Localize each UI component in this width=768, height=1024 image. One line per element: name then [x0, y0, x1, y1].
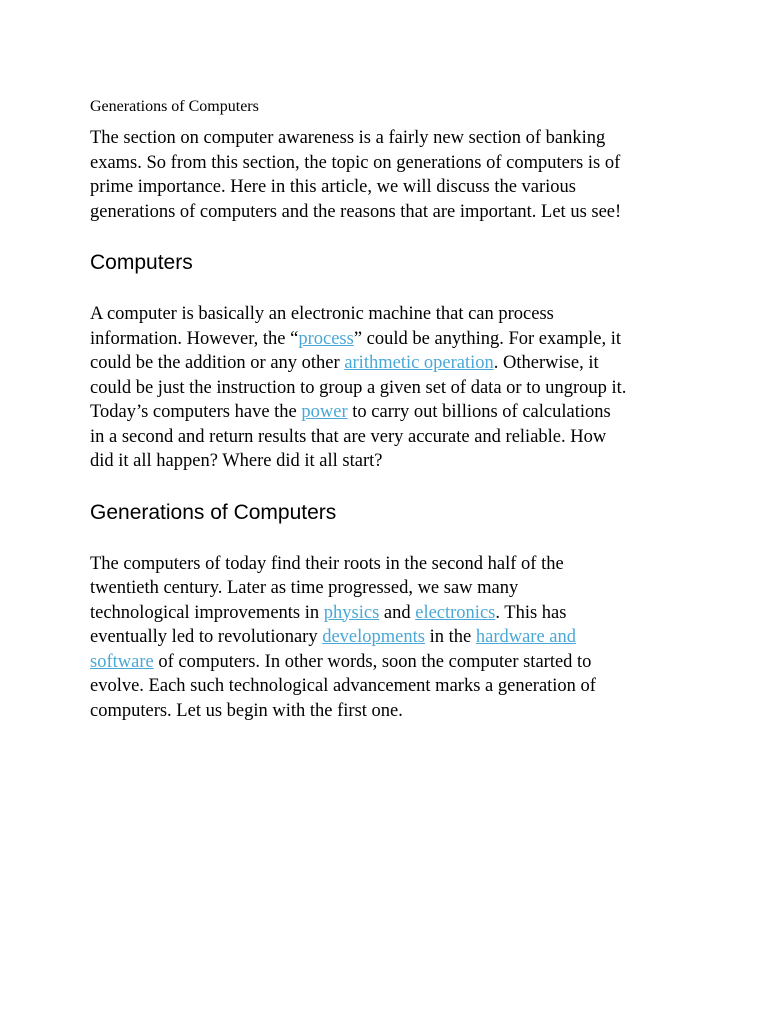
paragraph-line [90, 601, 690, 626]
intro-line: generations of computers and the reasons that are important. Let us see! [90, 201, 622, 222]
link-power[interactable]: power [301, 402, 348, 422]
intro-paragraph [90, 126, 690, 224]
paragraph-line [90, 400, 690, 425]
text-run: ” could be anything. For example, it [353, 328, 621, 349]
link-arithmetic-operation[interactable]: arithmetic operation [344, 353, 494, 373]
paragraph-line: twentieth century. Later as time progressed, we saw many [90, 578, 519, 598]
computers-paragraph [90, 302, 690, 474]
paragraph-line: A computer is basically an electronic machine that can process [90, 304, 554, 324]
link-hardware-and[interactable]: hardware and [475, 627, 577, 647]
text-run: to carry out billions of calculations [347, 402, 611, 422]
paragraph-line: The computers of today find their roots in the second half of the [90, 553, 564, 574]
intro-line: exams. So from this section, the topic on generations of computers is of [90, 152, 621, 173]
link-electronics[interactable]: electronics [415, 602, 496, 623]
paragraph-line: did it all happen? Where did it all start? [90, 451, 383, 471]
link-developments[interactable]: developments [322, 627, 425, 647]
paragraph-line: in a second and return results that are very accurate and reliable. How [90, 426, 607, 447]
intro-line: prime importance. Here in this article, we will discuss the various [90, 177, 577, 197]
text-run: could be the addition or any other [90, 353, 345, 373]
paragraph-line: could be just the instruction to group a given set of data or to ungroup it. [90, 377, 627, 398]
paragraph-line [90, 327, 690, 352]
text-run: . This has [495, 602, 567, 623]
intro-line: The section on computer awareness is a fairly new section of banking [90, 128, 606, 148]
paragraph-line: computers. Let us begin with the first one. [90, 700, 403, 721]
heading-computers: Computers [90, 251, 193, 274]
text-run: information. However, the “ [90, 328, 299, 349]
paragraph-line [90, 650, 690, 675]
paragraph-line [90, 625, 690, 650]
generations-paragraph [90, 552, 690, 724]
paragraph-line: evolve. Each such technological advancement marks a generation of [90, 676, 596, 696]
document-title: Generations of Computers [90, 98, 259, 115]
link-software[interactable]: software [90, 651, 154, 672]
text-run: technological improvements in [90, 602, 324, 623]
link-process[interactable]: process [298, 328, 354, 349]
text-run: . Otherwise, it [493, 353, 599, 373]
text-run: Today’s computers have the [90, 402, 302, 422]
text-run: in the [424, 627, 476, 647]
link-physics[interactable]: physics [323, 602, 380, 623]
text-run: of computers. In other words, soon the computer started to [153, 651, 592, 672]
text-run: eventually led to revolutionary [90, 627, 323, 647]
document-body [90, 96, 690, 723]
paragraph-line [90, 351, 690, 376]
text-run: and [379, 602, 416, 623]
heading-generations-of-computers: Generations of Computers [90, 500, 337, 524]
